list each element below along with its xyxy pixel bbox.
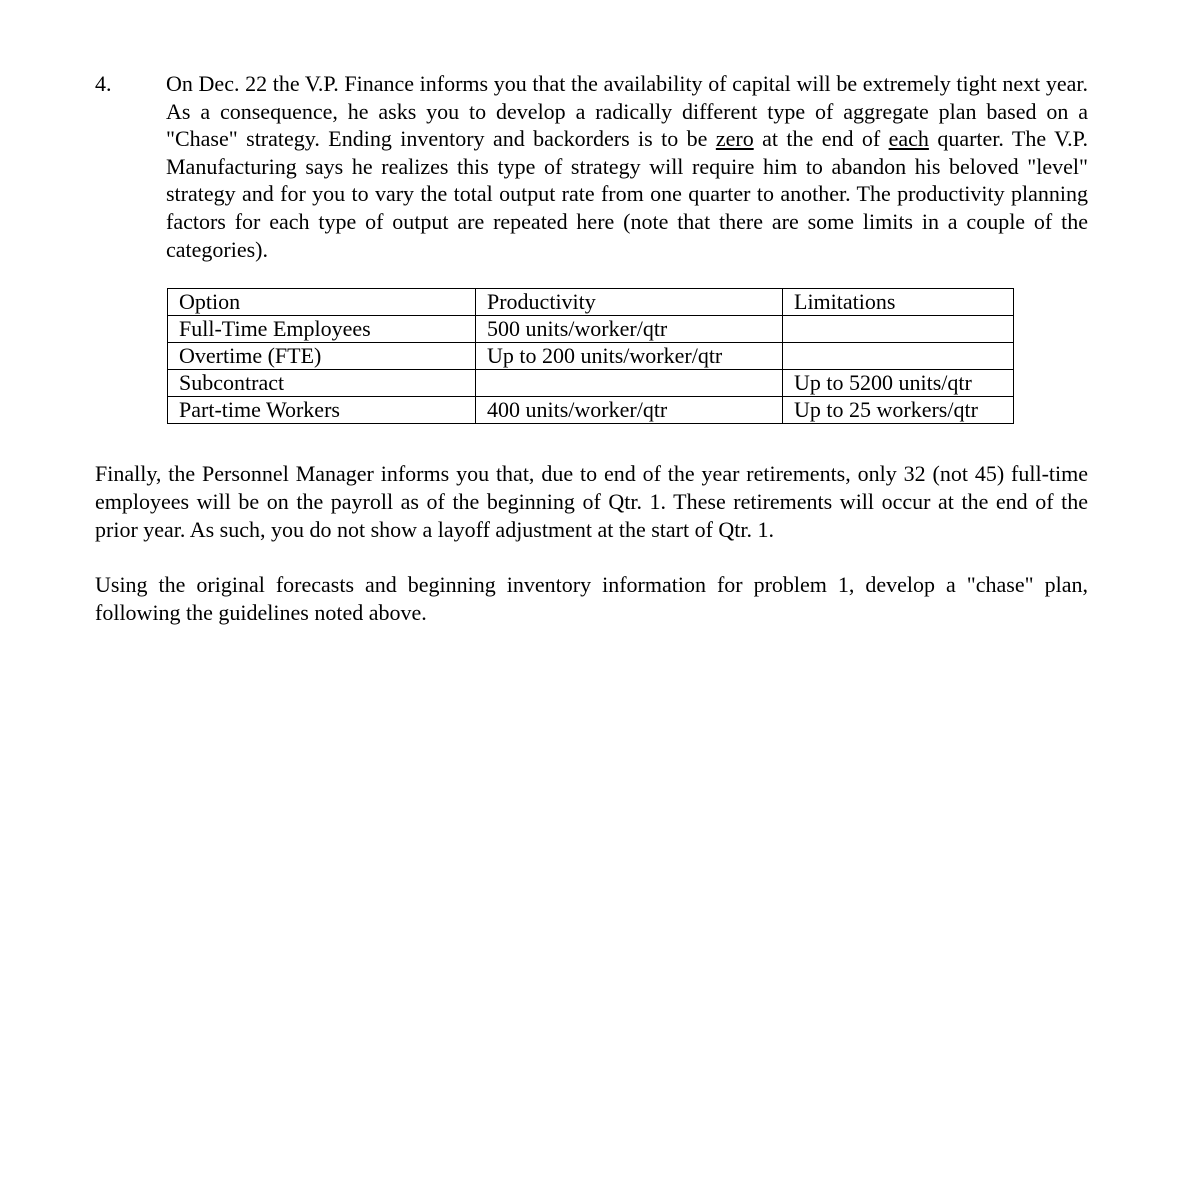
- table-cell-limitations: [783, 316, 1014, 343]
- table-cell-productivity: 500 units/worker/qtr: [476, 316, 783, 343]
- table-cell-option: Part-time Workers: [168, 397, 476, 424]
- question-intro-paragraph: [166, 70, 1088, 263]
- table-cell-productivity: 400 units/worker/qtr: [476, 397, 783, 424]
- intro-text-part3: quarter. The V.P. Manufacturing says he realizes this type of strategy will require him to abandon his beloved "level" strategy and for you to vary the total output rate from one quarter to another. The productivity planning factors for each type of output are repeated here (note that there are some limits in a couple of the categories).: [166, 126, 1088, 262]
- table-cell-limitations: Up to 25 workers/qtr: [783, 397, 1014, 424]
- header-limitations: Limitations: [783, 289, 1014, 316]
- table-row: [168, 397, 1014, 424]
- table-cell-option: Overtime (FTE): [168, 343, 476, 370]
- table-cell-productivity: [476, 370, 783, 397]
- underlined-each: each: [888, 126, 929, 152]
- table-cell-limitations: [783, 343, 1014, 370]
- table-cell-option: Full-Time Employees: [168, 316, 476, 343]
- table-cell-limitations: Up to 5200 units/qtr: [783, 370, 1014, 397]
- header-option: Option: [168, 289, 476, 316]
- table-cell-productivity: Up to 200 units/worker/qtr: [476, 343, 783, 370]
- productivity-table: [167, 288, 1014, 424]
- underlined-zero: zero: [715, 126, 754, 152]
- table-header-row: [168, 289, 1014, 316]
- intro-text-part2: at the end of: [753, 126, 889, 152]
- intro-text-part1: On Dec. 22 the V.P. Finance informs you that the availability of capital will be extremely tight next year. As a consequence, he asks you to develop a radically different type of aggregate plan based on a "Chase" strategy. Ending inventory and backorders is to be: [166, 71, 1088, 152]
- personnel-paragraph: Finally, the Personnel Manager informs you that, due to end of the year retirements, only 32 (not 45) full-time employees will be on the payroll as of the beginning of Qtr. 1. These retirements will occur at the end of the prior year. As such, you do not show a layoff adjustment at the start of Qtr. 1.: [95, 461, 1088, 543]
- header-productivity: Productivity: [476, 289, 783, 316]
- table-cell-option: Subcontract: [168, 370, 476, 397]
- table-row: [168, 370, 1014, 397]
- instruction-paragraph: Using the original forecasts and beginning inventory information for problem 1, develop a "chase" plan, following the guidelines noted above.: [95, 572, 1088, 626]
- table-row: [168, 343, 1014, 370]
- question-number: 4.: [95, 71, 112, 96]
- table-row: [168, 316, 1014, 343]
